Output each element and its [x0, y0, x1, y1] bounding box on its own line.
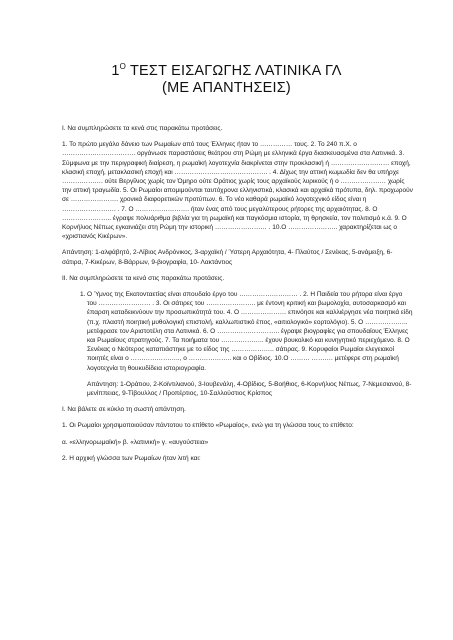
title-number: 1: [111, 63, 120, 79]
document-body: [62, 124, 413, 470]
section3-question-1: 1. Οι Ρωμαίοι χρησιμοποιούσαν πάντοτου το επίθετο «Ρωμαίος», ενώ για τη γλώσσα τους το επίθετο:: [62, 422, 354, 430]
section2-text: Ο Ύμνος της Εκατονταετίας είναι σπουδαίο έργο του ……………………… . 2. Η Παιδεία του ρήτορα είναι έργο του …………………… . 3. Οι σάτιρες του ………………….. με έντονη κριτική και βωμολοχία, αυτοσαρκασμό και έπαρση καταδεικνύουν την προσωπικότητά του. 4. Ο ………………… επινόησε και καλλιέργησε νέα ποιητικά είδη (π.χ. πλαστή ποιητική μυθολογική επιστολή, καλλωπιστικό έπος, «αιτιολογικό» εορτολόγιο). 5. Ο ……………….. μετέφρασε τον Αριστοτέλη στα Λατινικά. 6. Ο ……………………….. έγραψε βιογραφίες για σπουδαίους Έλληνες και Ρωμαίους στρατηγούς. 7. Τα ποιήματα του ……………….. έχουν βουκολικό και κυνηγητικό περιεχόμενο. 8. Ο Σενέκας ο Νεότερος καταπιάστηκε με το είδος της ……………….. σάτιρας. 9. Κορυφαίοι Ρωμαίοι ελεγειακοί ποιητές είναι ο ………………….., ο ……………….. και ο Οβίδιος. 10.Ο ……… ………. μετέφερε στη ρωμαϊκή λογοτεχνία τη θουκυδίδεια ιστοριογραφία.: [87, 291, 413, 372]
document-subtitle: (ΜΕ ΑΠΑΝΤΗΣΕΙΣ): [162, 80, 291, 96]
section3-question-1-options: α. «ελληνορωμαϊκή» β. «λατινική» γ. «αυγούστεια»: [62, 438, 209, 446]
section1-answer: Απάντηση: 1-αλφάβητό, 2-Λίβιος Ανδρόνικος, 3-αρχαϊκή / Ύστερη Αρχαιότητα, 4- Πλαύτος / Σενέκας, 5-ανάμειξη, 6-σάτιρα, 7-Κικέρων, 8-Βάρρων, 9-βιογραφία, 10- Λακτάντιος: [62, 249, 393, 266]
section2-item-number: 1.: [80, 291, 86, 299]
document-title: [0, 62, 453, 79]
section3-question-2: 2. Η αρχική γλώσσα των Ρωμαίων ήταν λιτή και:: [62, 454, 201, 462]
title-superscript: Ο: [119, 62, 127, 71]
section1-text: 1. Το πρώτο μεγάλο δάνειο των Ρωμαίων από τους Έλληνες ήταν το …………… τους. 2. Το 240 π.Χ. ο ……………………………. οργάνωσε παραστάσεις θεάτρου στη Ρώμη με ελληνικά έργα διασκευασμένα στα Λατινικά. 3. Σύμφωνα με την περιγραφική διαίρεση, η ρωμαϊκή λογοτεχνία διακρίνεται στην προκλασική ή ……………………… εποχή, κλασική εποχή, μετακλασική εποχή και ……………………………………. . 4. Δίχως την αττική κωμωδία δεν θα υπήρχε ………………. ούτε Βεργίλιος χωρίς τον Όμηρο ούτε Οράτιος χωρίς τους αρχαϊκούς λυρικούς ή ο ………………… χωρίς την αττική τραγωδία. 5. Οι Ρωμαίοι απομιμούνται ταυτόχρονα ελληνιστικά, κλασικά και αρχαϊκά πρότυπα, δηλ. προχωρούν σε …………………. χρονικά διαφορετικών προτύπων. 6. Το νέο καθαρά ρωμαϊκό λογοτεχνικό είδος είναι η ……………………. . 7. Ο ……………………. ήταν ένας από τους μεγαλύτερους ρήτορες της αρχαιότητας. 8. Ο ………………….. έγραψε πολυάριθμα βιβλία για τη ρωμαϊκή και παγκόσμια ιστορία, τη θρησκεία, τον πολιτισμό κ.ά. 9. Ο Κορνήλιος Νέπως εγκαινιάζει στη Ρώμη την ιστορική …………………… . 10.Ο ………………….. χαρακτηρίζεται ως ο «χριστιανός Κικέρων».: [62, 141, 413, 241]
section2-answer: Απάντηση: 1-Οράτιου, 2-Κοϊντιλιανού, 3-Ιουβενάλη, 4-Οβίδιος, 5-Βοήθιος, 6-Κορνήλιος Νέπως, 7-Νεμεσιανού, 8-μενίππειας, 9-Τίβουλλος / Προπέρτιος, 10-Σαλλούστιος Κρίσπος: [87, 380, 412, 398]
section3-heading: Ι. Να βάλετε σε κύκλο τη σωστή απάντηση.: [62, 406, 186, 414]
section2-heading: ΙΙ. Να συμπληρώσετε τα κενά στις παρακάτω προτάσεις.: [62, 274, 225, 282]
section2-item: [62, 290, 413, 373]
title-text: ΤΕΣΤ ΕΙΣΑΓΩΓΗΣ ΛΑΤΙΝΙΚΑ ΓΛ: [126, 63, 342, 79]
section1-heading: Ι. Να συμπληρώσετε τα κενά στις παρακάτω προτάσεις.: [62, 125, 223, 132]
